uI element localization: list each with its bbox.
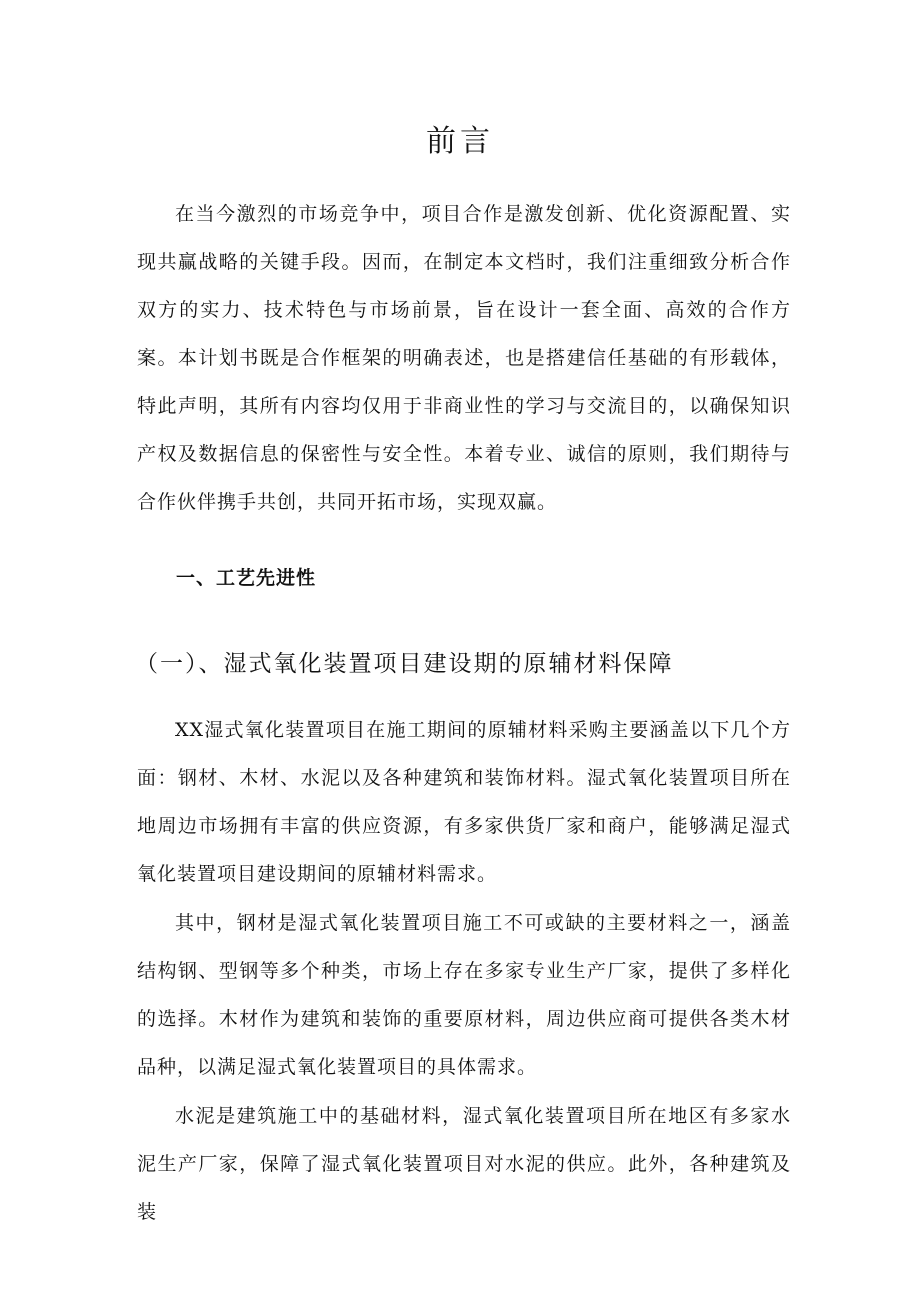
body-paragraph-1: XX湿式氧化装置项目在施工期间的原辅材料采购主要涵盖以下几个方面：钢材、木材、水泥以及各种建筑和装饰材料。湿式氧化装置项目所在地周边市场拥有丰富的供应资源，有多家供货厂家和商户，能够满足湿式氧化装置项目建设期间的原辅材料需求。 <box>137 719 791 885</box>
intro-paragraph: 在当今激烈的市场竞争中，项目合作是激发创新、优化资源配置、实现共赢战略的关键手段。因而，在制定本文档时，我们注重细致分析合作双方的实力、技术特色与市场前景，旨在设计一套全面、高效的合作方案。本计划书既是合作框架的明确表述，也是搭建信任基础的有形载体，特此声明，其所有内容均仅用于非商业性的学习与交流目的，以确保知识产权及数据信息的保密性与安全性。本着专业、诚信的原则，我们期待与合作伙伴携手共创，共同开拓市场，实现双赢。 <box>137 203 791 513</box>
page-title: 前言 <box>426 124 494 159</box>
body-paragraph-2: 其中，钢材是湿式氧化装置项目施工不可或缺的主要材料之一，涵盖结构钢、型钢等多个种类，市场上存在多家专业生产厂家，提供了多样化的选择。木材作为建筑和装饰的重要原材料，周边供应商可提供各类木材品种，以满足湿式氧化装置项目的具体需求。 <box>137 912 791 1078</box>
subsection-heading: （一）、湿式氧化装置项目建设期的原辅材料保障 <box>135 651 674 677</box>
section-heading: 一、工艺先进性 <box>176 567 317 589</box>
body-paragraph-3: 水泥是建筑施工中的基础材料，湿式氧化装置项目所在地区有多家水泥生产厂家，保障了湿式氧化装置项目对水泥的供应。此外，各种建筑及装 <box>137 1105 791 1223</box>
